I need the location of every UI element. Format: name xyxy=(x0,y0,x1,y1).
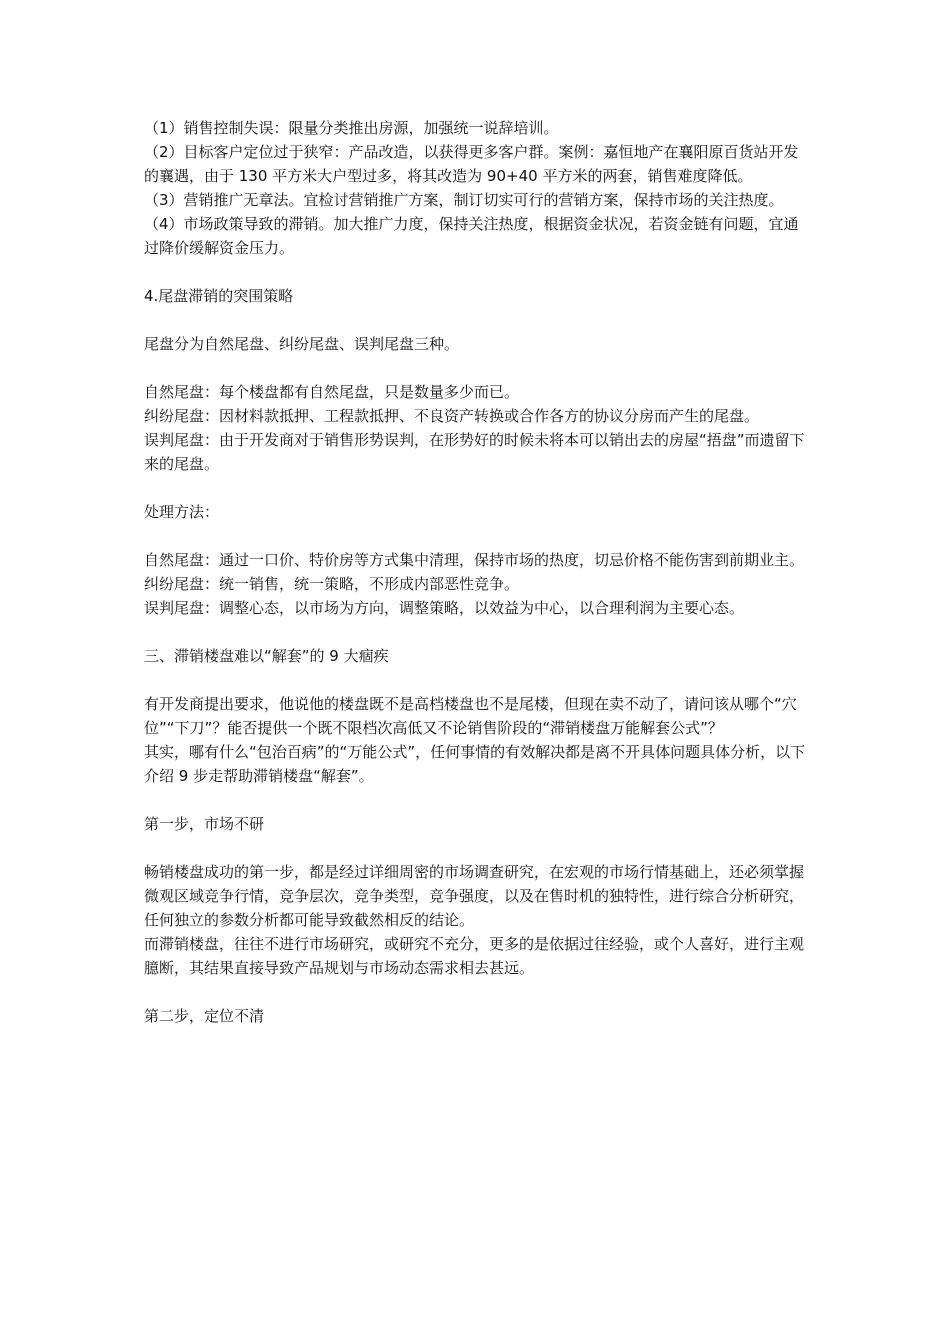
paragraph: （1）销售控制失误：限量分类推出房源，加强统一说辞培训。 xyxy=(144,119,559,137)
paragraph-gap xyxy=(144,308,812,332)
paragraph-gap xyxy=(144,356,812,380)
paragraph-gap xyxy=(144,260,812,284)
paragraph: 有开发商提出要求，他说他的楼盘既不是高档楼盘也不是尾楼，但现在卖不动了，请问该从哪个“穴位”“下刀”？能否提供一个既不限档次高低又不论销售阶段的“滞销楼盘万能解套公式”？ xyxy=(144,695,797,737)
paragraph-gap xyxy=(144,836,812,860)
paragraph: 尾盘分为自然尾盘、纠纷尾盘、误判尾盘三种。 xyxy=(144,335,460,353)
paragraph: 纠纷尾盘：统一销售，统一策略，不形成内部恶性竞争。 xyxy=(144,575,520,593)
paragraph: 第一步，市场不研 xyxy=(144,815,265,833)
paragraph: 第二步，定位不清 xyxy=(144,1007,265,1025)
paragraph-gap xyxy=(144,668,812,692)
paragraph-gap xyxy=(144,476,812,500)
paragraph: 自然尾盘：每个楼盘都有自然尾盘，只是数量多少而已。 xyxy=(144,383,520,401)
paragraph: 畅销楼盘成功的第一步，都是经过详细周密的市场调查研究，在宏观的市场行情基础上，还必须掌握微观区域竞争行情，竞争层次，竞争类型，竞争强度，以及在售时机的独特性，进行综合分析研究，任何独立的参数分析都可能导致截然相反的结论。 xyxy=(144,863,805,929)
paragraph-gap xyxy=(144,524,812,548)
paragraph: 误判尾盘：调整心态，以市场为方向，调整策略，以效益为中心，以合理利润为主要心态。 xyxy=(144,599,745,617)
paragraph: 误判尾盘：由于开发商对于销售形势误判，在形势好的时候未将本可以销出去的房屋“捂盘”而遗留下来的尾盘。 xyxy=(144,431,805,473)
paragraph: 而滞销楼盘，往往不进行市场研究，或研究不充分，更多的是依据过往经验，或个人喜好，进行主观臆断，其结果直接导致产品规划与市场动态需求相去甚远。 xyxy=(144,935,805,977)
paragraph: （2）目标客户定位过于狭窄：产品改造，以获得更多客户群。案例：嘉恒地产在襄阳原百货站开发的襄遇，由于 130 平方米大户型过多，将其改造为 90+40 平方米的两套，销售难度降低。 xyxy=(144,143,799,185)
paragraph: 其实，哪有什么“包治百病”的“万能公式”，任何事情的有效解决都是离不开具体问题具体分析，以下介绍 9 步走帮助滞销楼盘“解套”。 xyxy=(144,743,806,785)
paragraph-gap xyxy=(144,620,812,644)
paragraph: （4）市场政策导致的滞销。加大推广力度，保持关注热度，根据资金状况，若资金链有问题，宜通过降价缓解资金压力。 xyxy=(144,215,799,257)
paragraph-gap xyxy=(144,980,812,1004)
paragraph-gap xyxy=(144,788,812,812)
paragraph: 自然尾盘：通过一口价、特价房等方式集中清理，保持市场的热度，切忌价格不能伤害到前期业主。 xyxy=(144,551,805,569)
paragraph: 三、滞销楼盘难以“解套”的 9 大痼疾 xyxy=(144,647,389,665)
paragraph: 处理方法： xyxy=(144,503,220,521)
document-body xyxy=(144,116,812,1028)
paragraph: 4.尾盘滞销的突围策略 xyxy=(144,287,294,305)
paragraph: 纠纷尾盘：因材料款抵押、工程款抵押、不良资产转换或合作各方的协议分房而产生的尾盘。 xyxy=(144,407,760,425)
paragraph: （3）营销推广无章法。宜检讨营销推广方案，制订切实可行的营销方案，保持市场的关注热度。 xyxy=(144,191,784,209)
